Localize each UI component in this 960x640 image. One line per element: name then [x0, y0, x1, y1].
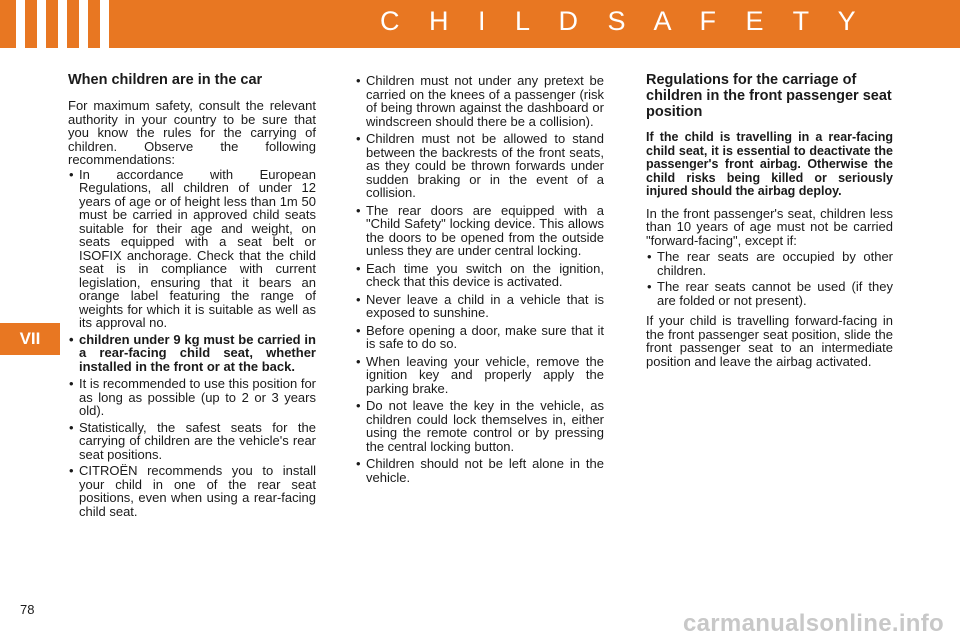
intro-paragraph: For maximum safety, consult the relevant authority in your country to be sure that you know the rules for the carrying of children. Observe the following recommendations:: [68, 98, 316, 167]
list-item: • Do not leave the key in the vehicle, as children could lock themselves in, either using the remote control or by pressing the central locking button.: [356, 398, 604, 454]
recommendation-list: [68, 168, 316, 519]
header-stripe: [16, 0, 25, 48]
list-item: • Before opening a door, make sure that it is safe to do so.: [356, 322, 604, 351]
list-item: • When leaving your vehicle, remove the ignition key and properly apply the parking brake.: [356, 353, 604, 396]
closing-paragraph: If your child is travelling forward-facing in the front passenger seat position, slide the front passenger seat to an intermediate position and leave the airbag activated.: [646, 313, 893, 369]
list-item: • children under 9 kg must be carried in a rear-facing child seat, whether installed in the front or at the back.: [69, 331, 316, 374]
list-item: • The rear doors are equipped with a "Child Safety" locking device. This allows the doors to be opened from the outside unless they are under central locking.: [356, 202, 604, 258]
chapter-tab: VII: [0, 323, 60, 355]
column-2: [355, 74, 604, 488]
list-item: • Children should not be left alone in the vehicle.: [356, 456, 604, 485]
column-3: [646, 72, 893, 368]
list-item: • It is recommended to use this position for as long as possible (up to 2 or 3 years old).: [69, 376, 317, 418]
section-heading: When children are in the car: [68, 72, 263, 88]
page-header: [0, 0, 960, 48]
page-number: 78: [20, 602, 35, 617]
exception-list: [646, 250, 893, 307]
list-item: • Never leave a child in a vehicle that is exposed to sunshine.: [356, 291, 604, 320]
intro-paragraph: In the front passenger's seat, children less than 10 years of age must not be carried "forward-facing", except if:: [646, 205, 893, 248]
list-item: • Each time you switch on the ignition, check that this device is activated.: [356, 260, 604, 289]
list-item: • CITROËN recommends you to install your child in one of the rear seat positions, even when using a rear-facing child seat.: [69, 463, 316, 519]
page-title: C H I L D S A F E T Y: [380, 6, 867, 36]
header-stripe: [37, 0, 46, 48]
airbag-warning: If the child is travelling in a rear-facing child seat, it is essential to deactivate the passenger's front airbag. Otherwise the child risks being killed or seriously injured should the airbag deploy.: [646, 130, 893, 198]
header-stripe: [100, 0, 109, 48]
list-item: • The rear seats are occupied by other children.: [647, 249, 893, 278]
watermark: carmanualsonline.info: [683, 610, 945, 637]
header-stripe: [58, 0, 67, 48]
list-item: • Statistically, the safest seats for the carrying of children are the vehicle's rear seat positions.: [69, 419, 316, 462]
section-heading: Regulations for the carriage of children in the front passenger seat position: [646, 72, 892, 120]
list-item: • Children must not be allowed to stand between the backrests of the front seats, as they could be thrown forwards under sudden braking or in the event of a collision.: [356, 131, 604, 200]
list-item: • Children must not under any pretext be carried on the knees of a passenger (risk of being thrown against the dashboard or windscreen should there be a collision).: [356, 73, 604, 129]
list-item: • In accordance with European Regulations, all children of under 12 years of age or of height less than 1m 50 must be carried in approved child seats suitable for their age and weight, on seats equipped with a seat belt or ISOFIX anchorage. Check that the child seat is in compliance with current legislation, ensuring that it bears an orange label featuring the range of weights for which it is suitable as well as its approval no.: [69, 166, 316, 330]
header-stripe: [79, 0, 88, 48]
column-1: [68, 72, 316, 521]
list-item: • The rear seats cannot be used (if they are folded or not present).: [647, 279, 893, 308]
safety-list: [355, 74, 604, 484]
